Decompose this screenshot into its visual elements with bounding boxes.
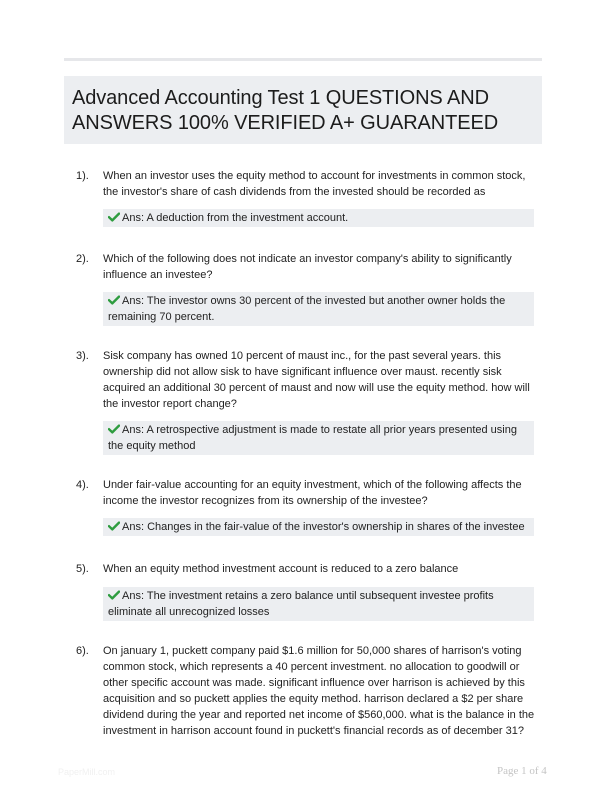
question-text: When an investor uses the equity method to account for investments in common stock, the investor's share of cash dividends from the invested should be recorded as xyxy=(103,170,526,198)
question-text: Sisk company has owned 10 percent of maust inc., for the past several years. this ownership did not allow sisk to have significant influence over maust. recently sisk acquired an additional 30 percent of maust and now will use the equity method. how will the investor report change? xyxy=(103,350,530,410)
check-icon xyxy=(108,521,120,531)
question-number: 5). xyxy=(76,563,89,575)
check-icon xyxy=(108,295,120,305)
question-number: 1). xyxy=(76,170,89,182)
answer-box xyxy=(103,209,534,227)
question-number: 6). xyxy=(76,645,89,657)
answer-text: Ans: Changes in the fair-value of the investor's ownership in shares of the investee xyxy=(122,521,525,533)
answer-box xyxy=(103,292,534,326)
answer-text: Ans: A retrospective adjustment is made to restate all prior years presented using the equity method xyxy=(108,424,517,452)
answer-box xyxy=(103,518,534,536)
question-number: 2). xyxy=(76,253,89,265)
answer-text: Ans: The investment retains a zero balance until subsequent investee profits eliminate all unrecognized losses xyxy=(108,590,494,618)
question-text: Under fair-value accounting for an equity investment, which of the following affects the income the investor recognizes from its ownership of the investee? xyxy=(103,479,522,507)
answer-text: Ans: A deduction from the investment account. xyxy=(122,212,349,224)
answer-text: Ans: The investor owns 30 percent of the invested but another owner holds the remaining 70 percent. xyxy=(108,295,506,323)
check-icon xyxy=(108,590,120,600)
check-icon xyxy=(108,424,120,434)
check-icon xyxy=(108,212,120,222)
footer-watermark: PaperMill.com xyxy=(58,767,116,777)
page-indicator: Page 1 of 4 xyxy=(497,765,547,777)
page-title: Advanced Accounting Test 1 QUESTIONS AND ANSWERS 100% VERIFIED A+ GUARANTEED xyxy=(72,87,499,134)
question-number: 3). xyxy=(76,350,89,362)
answer-box xyxy=(103,587,534,621)
question-text: When an equity method investment account is reduced to a zero balance xyxy=(103,563,459,575)
answer-box xyxy=(103,421,534,455)
question-number: 4). xyxy=(76,479,89,491)
question-text: On january 1, puckett company paid $1.6 million for 50,000 shares of harrison's voting common stock, which represents a 40 percent investment. no allocation to goodwill or other specific account was made. significant influence over harrison is achieved by this acquisition and so puckett applies the equity method. harrison declared a $2 per share dividend during the year and reported net income of $560,000. what is the balance in the investment in harrison account found in puckett's financial records as of december 31? xyxy=(103,645,535,737)
question-text: Which of the following does not indicate an investor company's ability to significantly influence an investee? xyxy=(103,253,512,281)
